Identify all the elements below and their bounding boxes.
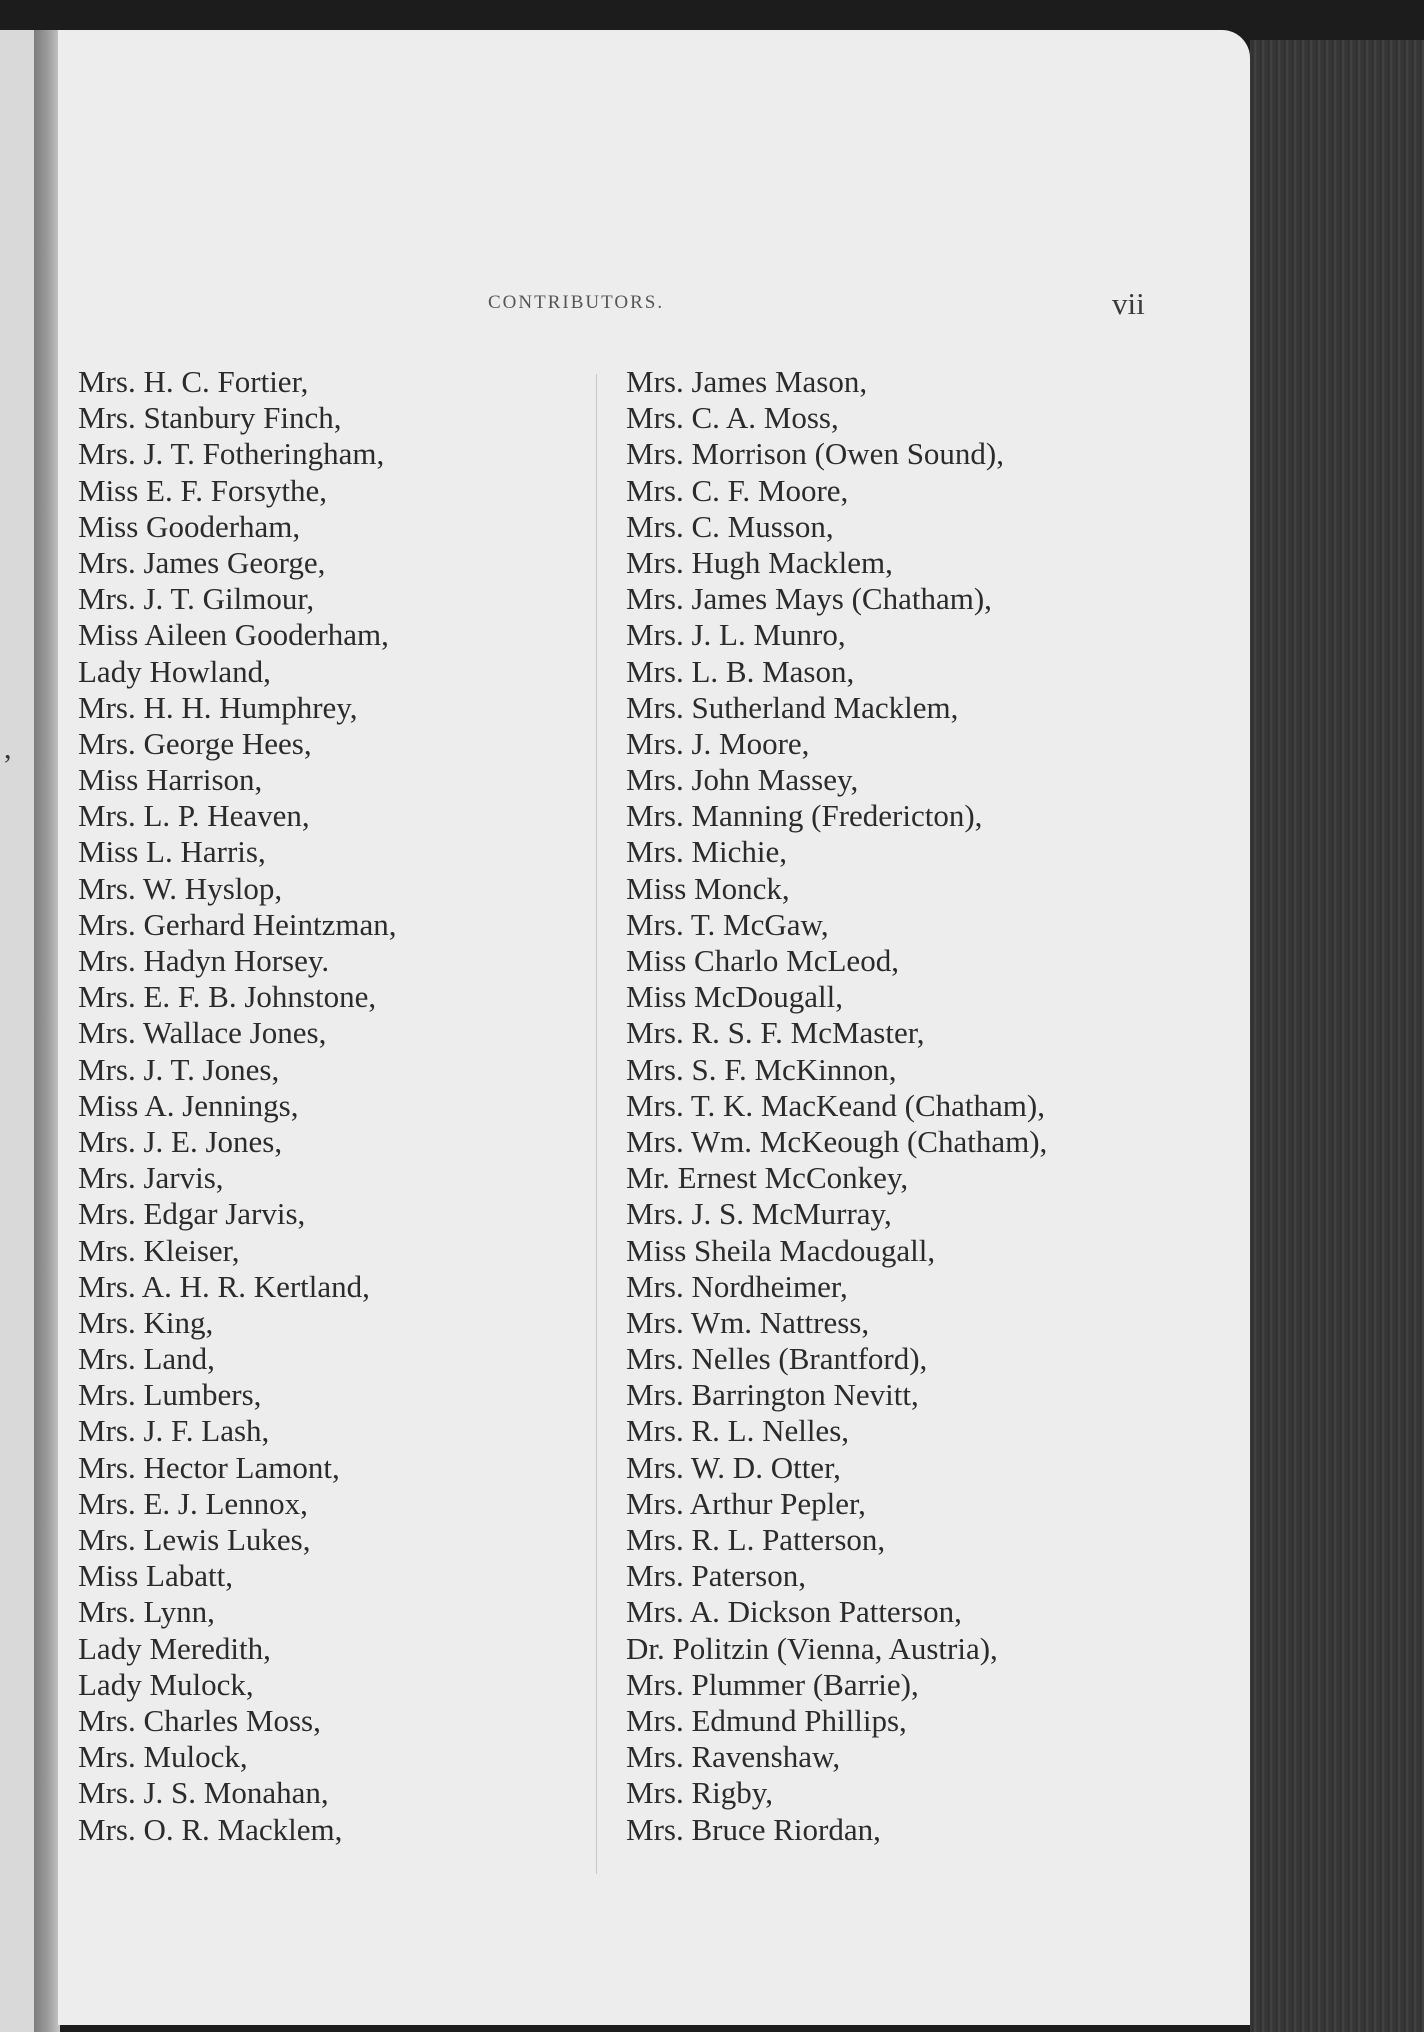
contributor-name: Mrs. E. F. B. Johnstone,	[78, 979, 377, 1015]
contributor-name: Mrs. Hadyn Horsey.	[78, 943, 330, 978]
contributor-name: Mrs. Wallace Jones,	[78, 1015, 327, 1051]
contributor-name: Mrs. J. E. Jones,	[78, 1123, 283, 1159]
contributor-name: Mrs. Nelles (Brantford),	[626, 1341, 928, 1377]
contributor-name: Mrs. Lynn,	[78, 1594, 215, 1630]
contributors-list-left	[78, 364, 397, 1848]
contributor-name: Mrs. H. C. Fortier,	[78, 364, 309, 399]
contributor-name: Mrs. H. H. Humphrey,	[78, 689, 358, 725]
page-block-edges	[1250, 40, 1424, 2032]
contributor-name: Mrs. J. S. McMurray,	[626, 1196, 892, 1232]
contributor-name: Mrs. E. J. Lennox,	[78, 1485, 308, 1521]
contributor-name: Mrs. L. P. Heaven,	[78, 798, 310, 834]
contributor-name: Miss McDougall,	[626, 979, 843, 1015]
contributor-name: Mrs. Wm. McKeough (Chatham),	[626, 1123, 1048, 1159]
contributor-name: Mrs. R. L. Nelles,	[626, 1413, 850, 1449]
contributor-name: Miss Charlo McLeod,	[626, 943, 899, 978]
contributor-name: Mrs. Morrison (Owen Sound),	[626, 436, 1005, 472]
contributor-name: Miss A. Jennings,	[78, 1087, 299, 1123]
contributor-name: Mrs. Jarvis,	[78, 1160, 224, 1196]
contributor-name: Mrs. Hector Lamont,	[78, 1449, 340, 1485]
contributor-name: Mrs. J. S. Monahan,	[78, 1775, 329, 1811]
contributor-name: Lady Mulock,	[78, 1666, 254, 1702]
contributor-name: Mrs. A. Dickson Patterson,	[626, 1594, 962, 1630]
contributor-name: Mrs. Ravenshaw,	[626, 1739, 841, 1775]
contributor-name: Mrs. R. S. F. McMaster,	[626, 1015, 925, 1051]
contributor-name: Mrs. John Massey,	[626, 762, 859, 798]
contributor-name: Mrs. Nordheimer,	[626, 1268, 848, 1304]
contributor-name: Mrs. Edmund Phillips,	[626, 1702, 907, 1738]
contributor-name: Mrs. J. T. Fotheringham,	[78, 436, 385, 472]
contributor-name: Mrs. James Mason,	[626, 364, 868, 399]
contributor-name: Mrs. Manning (Fredericton),	[626, 798, 983, 834]
book-page	[58, 30, 1250, 2025]
contributor-name: Mrs. James George,	[78, 544, 326, 580]
contributor-name: Miss L. Harris,	[78, 834, 266, 870]
contributor-name: Mrs. T. K. MacKeand (Chatham),	[626, 1087, 1045, 1123]
contributor-name: Mrs. L. B. Mason,	[626, 653, 855, 689]
contributor-name: Mrs. Edgar Jarvis,	[78, 1196, 306, 1232]
contributor-name: Mrs. C. Musson,	[626, 508, 834, 544]
contributor-name: Mrs. C. A. Moss,	[626, 400, 839, 436]
contributor-name: Mrs. King,	[78, 1304, 214, 1340]
running-head	[58, 286, 1250, 322]
previous-page-text-fragment: ,	[4, 732, 12, 765]
contributor-name: Mrs. Bruce Riordan,	[626, 1811, 881, 1847]
contributor-name: Mrs. Kleiser,	[78, 1232, 240, 1268]
contributor-name: Mrs. A. H. R. Kertland,	[78, 1268, 370, 1304]
contributor-name: Miss Sheila Macdougall,	[626, 1232, 936, 1268]
contributor-name: Mrs. Charles Moss,	[78, 1702, 321, 1738]
contributor-name: Mrs. Stanbury Finch,	[78, 400, 342, 436]
book-gutter	[34, 30, 60, 2032]
column-divider	[596, 374, 597, 1874]
contributor-name: Mrs. Paterson,	[626, 1558, 806, 1594]
contributor-name: Mrs. Lewis Lukes,	[78, 1522, 311, 1557]
running-title: CONTRIBUTORS.	[488, 292, 665, 313]
contributor-name: Mrs. Hugh Macklem,	[626, 544, 893, 580]
contributor-name: Mrs. Lumbers,	[78, 1377, 262, 1413]
contributor-name: Mrs. Sutherland Macklem,	[626, 689, 959, 725]
contributor-name: Mrs. James Mays (Chatham),	[626, 581, 992, 617]
contributor-name: Miss Gooderham,	[78, 508, 301, 544]
contributor-name: Mrs. Mulock,	[78, 1739, 248, 1775]
contributor-name: Miss Harrison,	[78, 762, 263, 798]
contributor-name: Mrs. O. R. Macklem,	[78, 1811, 343, 1847]
contributor-name: Mrs. Plummer (Barrie),	[626, 1666, 919, 1702]
contributor-name: Mrs. J. T. Jones,	[78, 1051, 280, 1087]
contributor-name: Mrs. Michie,	[626, 834, 788, 870]
contributor-name: Mrs. W. D. Otter,	[626, 1449, 841, 1485]
contributor-name: Miss Labatt,	[78, 1558, 233, 1594]
contributor-name: Mrs. C. F. Moore,	[626, 472, 849, 508]
contributor-name: Mrs. W. Hyslop,	[78, 870, 283, 906]
contributor-name: Mrs. Land,	[78, 1341, 215, 1377]
contributor-name: Miss Aileen Gooderham,	[78, 617, 389, 653]
contributor-name: Mrs. R. L. Patterson,	[626, 1522, 886, 1557]
contributor-name: Mrs. Wm. Nattress,	[626, 1304, 870, 1340]
contributor-name: Mrs. J. L. Munro,	[626, 617, 846, 653]
contributor-name: Mrs. S. F. McKinnon,	[626, 1051, 897, 1087]
contributor-name: Mrs. J. Moore,	[626, 725, 810, 761]
previous-page-edge	[0, 30, 36, 2032]
page-number: vii	[1112, 286, 1145, 321]
contributor-name: Mrs. J. T. Gilmour,	[78, 581, 315, 617]
contributor-name: Mrs. Gerhard Heintzman,	[78, 906, 397, 942]
contributor-name: Mrs. Rigby,	[626, 1775, 773, 1811]
contributor-name: Dr. Politzin (Vienna, Austria),	[626, 1630, 998, 1666]
contributor-name: Mrs. T. McGaw,	[626, 906, 829, 942]
contributors-list-right	[626, 364, 1047, 1848]
contributor-name: Lady Meredith,	[78, 1630, 271, 1666]
contributor-name: Miss E. F. Forsythe,	[78, 472, 327, 508]
contributor-name: Mrs. George Hees,	[78, 725, 312, 761]
contributor-name: Mrs. Arthur Pepler,	[626, 1485, 866, 1521]
contributor-name: Mrs. J. F. Lash,	[78, 1413, 270, 1449]
contributor-name: Lady Howland,	[78, 653, 271, 689]
contributor-name: Mr. Ernest McConkey,	[626, 1160, 909, 1196]
contributor-name: Miss Monck,	[626, 870, 790, 906]
contributor-name: Mrs. Barrington Nevitt,	[626, 1377, 919, 1413]
